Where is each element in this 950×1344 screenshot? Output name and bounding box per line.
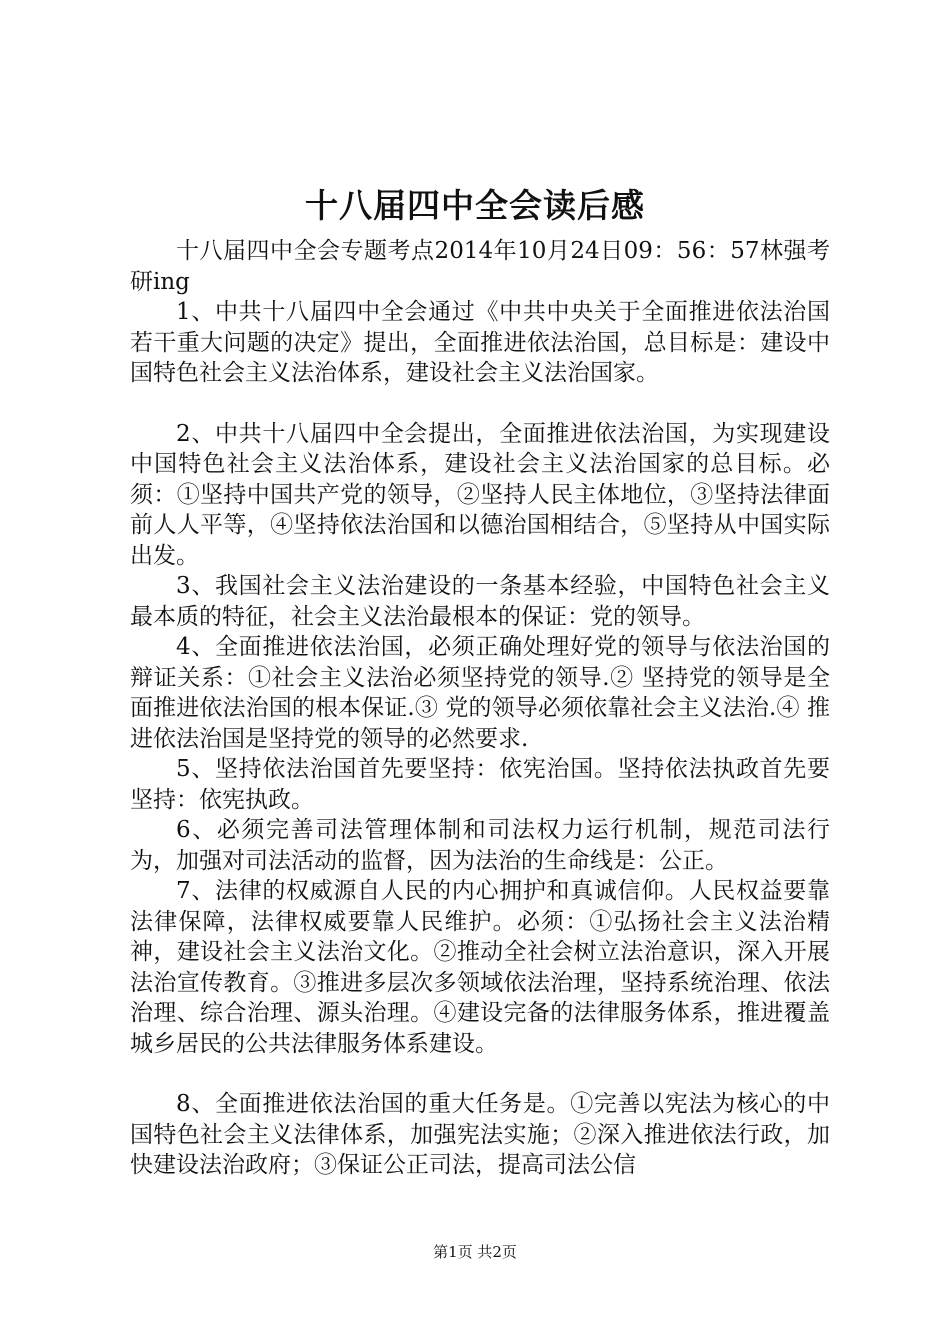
paragraph-7: 7、法律的权威源自人民的内心拥护和真诚信仰。人民权益要靠法律保障，法律权威要靠人民维护。必须：①弘扬社会主义法治精神，建设社会主义法治文化。②推动全社会树立法治意识，深入开展法治宣传教育。③推进多层次多领域依法治理，坚持系统治理、依法治理、综合治理、源头治理。④建设完备的法律服务体系，推进覆盖城乡居民的公共法律服务体系建设。 — [130, 878, 830, 1057]
page-footer: 第1页 共2页 — [433, 1243, 517, 1261]
paragraph-5: 5、坚持依法治国首先要坚持：依宪治国。坚持依法执政首先要坚持：依宪执政。 — [130, 756, 830, 813]
intro-paragraph: 十八届四中全会专题考点2014年10月24日09：56：57林强考研ing — [130, 238, 830, 295]
paragraph-4: 4、全面推进依法治国，必须正确处理好党的领导与依法治国的辩证关系：①社会主义法治必须坚持党的领导.② 坚持党的领导是全面推进依法治国的根本保证.③ 党的领导必须依靠社会主义法治.④ 推进依法治国是坚持党的领导的必然要求. — [130, 634, 830, 752]
paragraph-8: 8、全面推进依法治国的重大任务是。①完善以宪法为核心的中国特色社会主义法律体系，加强宪法实施；②深入推进依法行政，加快建设法治政府；③保证公正司法，提高司法公信 — [130, 1091, 830, 1178]
document-body — [130, 236, 830, 1181]
paragraph-2: 2、中共十八届四中全会提出，全面推进依法治国，为实现建设中国特色社会主义法治体系，建设社会主义法治国家的总目标。必须：①坚持中国共产党的领导，②坚持人民主体地位，③坚持法律面前人人平等，④坚持依法治国和以德治国相结合，⑤坚持从中国实际出发。 — [130, 420, 830, 569]
paragraph-6: 6、必须完善司法管理体制和司法权力运行机制，规范司法行为，加强对司法活动的监督，因为法治的生命线是：公正。 — [130, 817, 830, 874]
document-title: 十八届四中全会读后感 — [305, 186, 645, 225]
paragraph-3: 3、我国社会主义法治建设的一条基本经验，中国特色社会主义最本质的特征，社会主义法治最根本的保证：党的领导。 — [130, 573, 830, 630]
paragraph-1: 1、中共十八届四中全会通过《中共中央关于全面推进依法治国若干重大问题的决定》提出，全面推进依法治国，总目标是：建设中国特色社会主义法治体系，建设社会主义法治国家。 — [130, 299, 830, 386]
